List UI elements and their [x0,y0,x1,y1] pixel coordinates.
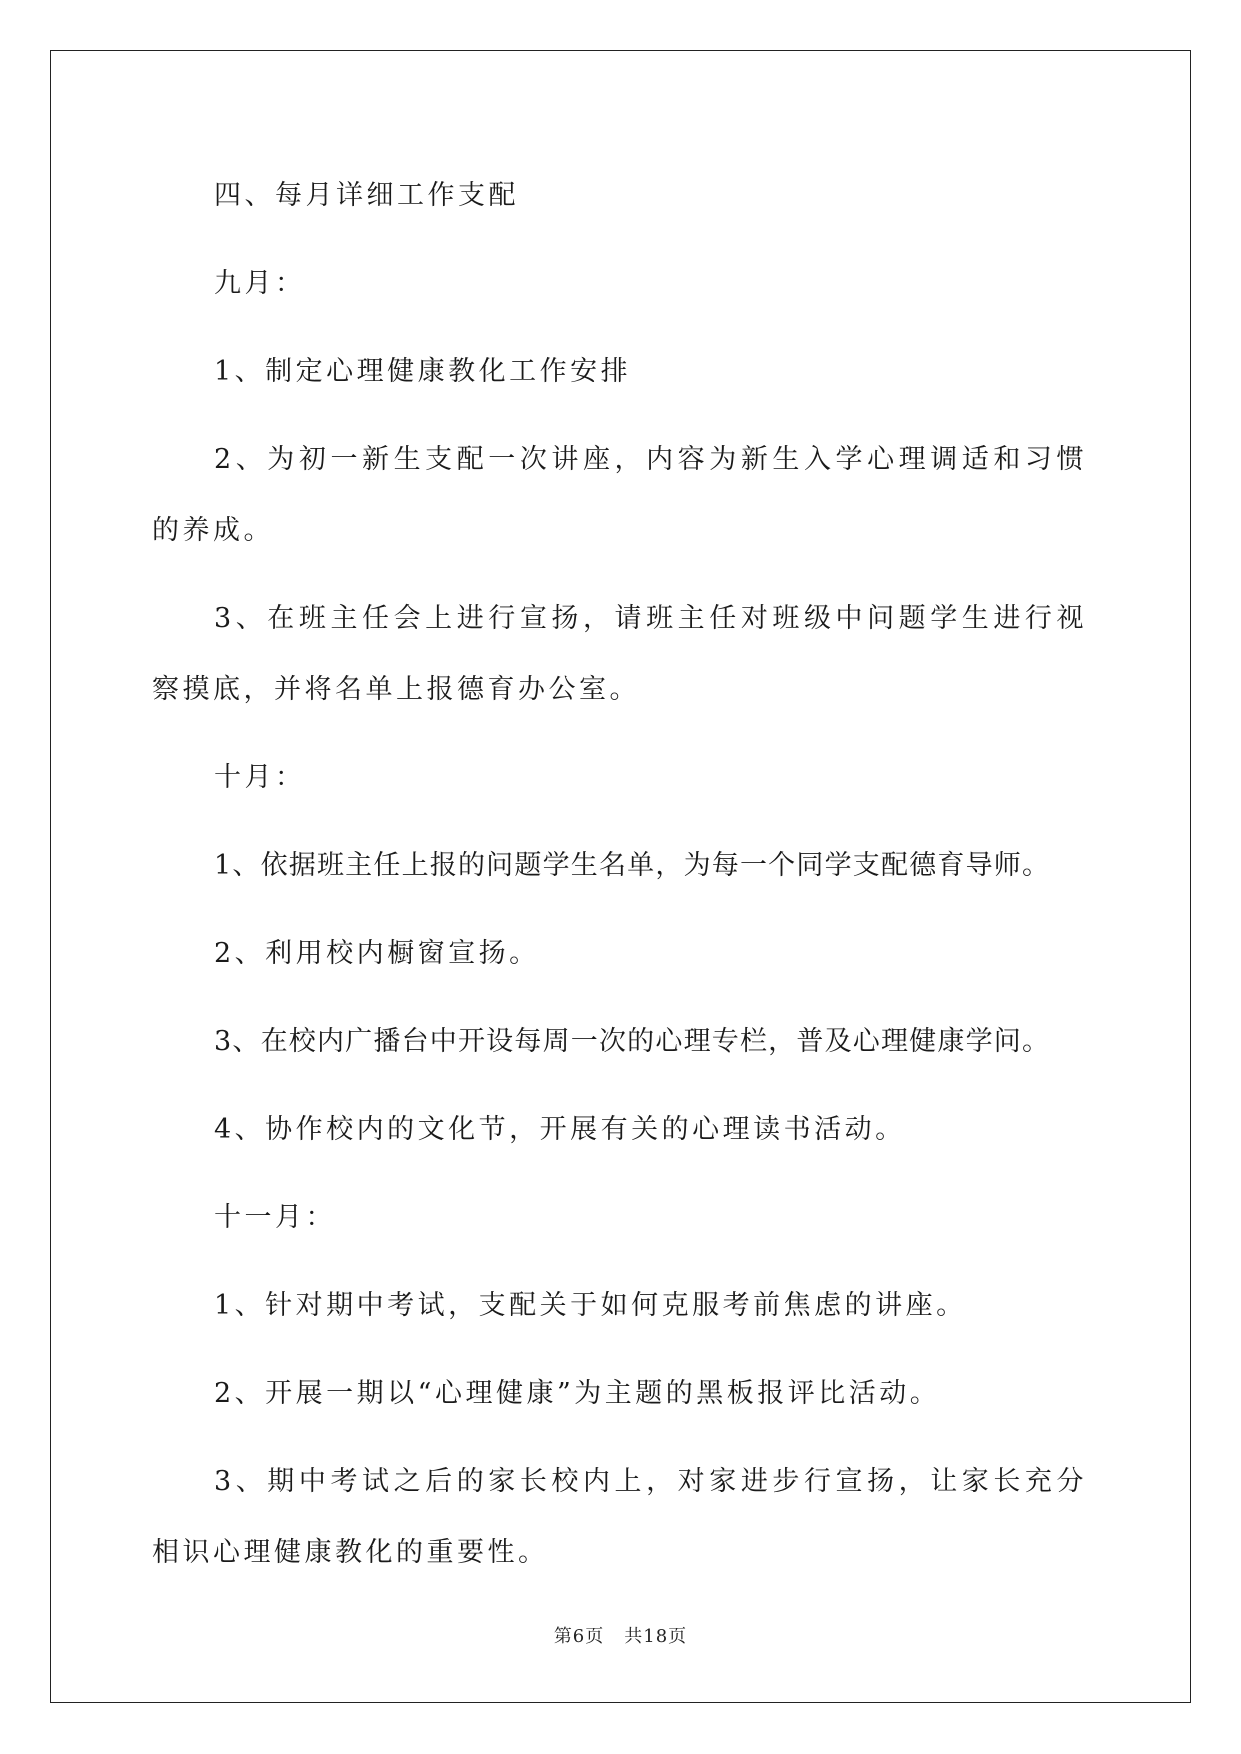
list-item: 2、开展一期以“心理健康”为主题的黑板报评比活动。 [214,1378,941,1409]
page-total: 共18页 [624,1626,688,1647]
list-item: 3、在校内广播台中开设每周一次的心理专栏，普及心理健康学问。 [214,1026,1051,1057]
month-heading-september: 九月： [214,268,306,299]
list-item: 1、依据班主任上报的问题学生名单，为每一个同学支配德育导师。 [214,850,1051,881]
month-heading-october: 十月： [214,762,306,793]
list-item: 3、在班主任会上进行宣扬，请班主任对班级中问题学生进行视察摸底，并将名单上报德育办公室。 [152,603,1087,705]
list-item: 3、期中考试之后的家长校内上，对家进步行宣扬，让家长充分相识心理健康教化的重要性。 [152,1466,1087,1568]
section-heading: 四、每月详细工作支配 [214,180,519,211]
list-item: 2、为初一新生支配一次讲座，内容为新生入学心理调适和习惯的养成。 [152,444,1087,546]
list-item: 4、协作校内的文化节，开展有关的心理读书活动。 [214,1114,906,1145]
list-item: 1、制定心理健康教化工作安排 [214,356,632,387]
page-footer [0,1622,1241,1648]
month-heading-november: 十一月： [214,1202,336,1233]
page-number: 第6页 [553,1626,605,1647]
list-item: 2、利用校内橱窗宣扬。 [214,938,540,969]
list-item: 1、针对期中考试，支配关于如何克服考前焦虑的讲座。 [214,1290,967,1321]
document-body [152,160,1087,1605]
